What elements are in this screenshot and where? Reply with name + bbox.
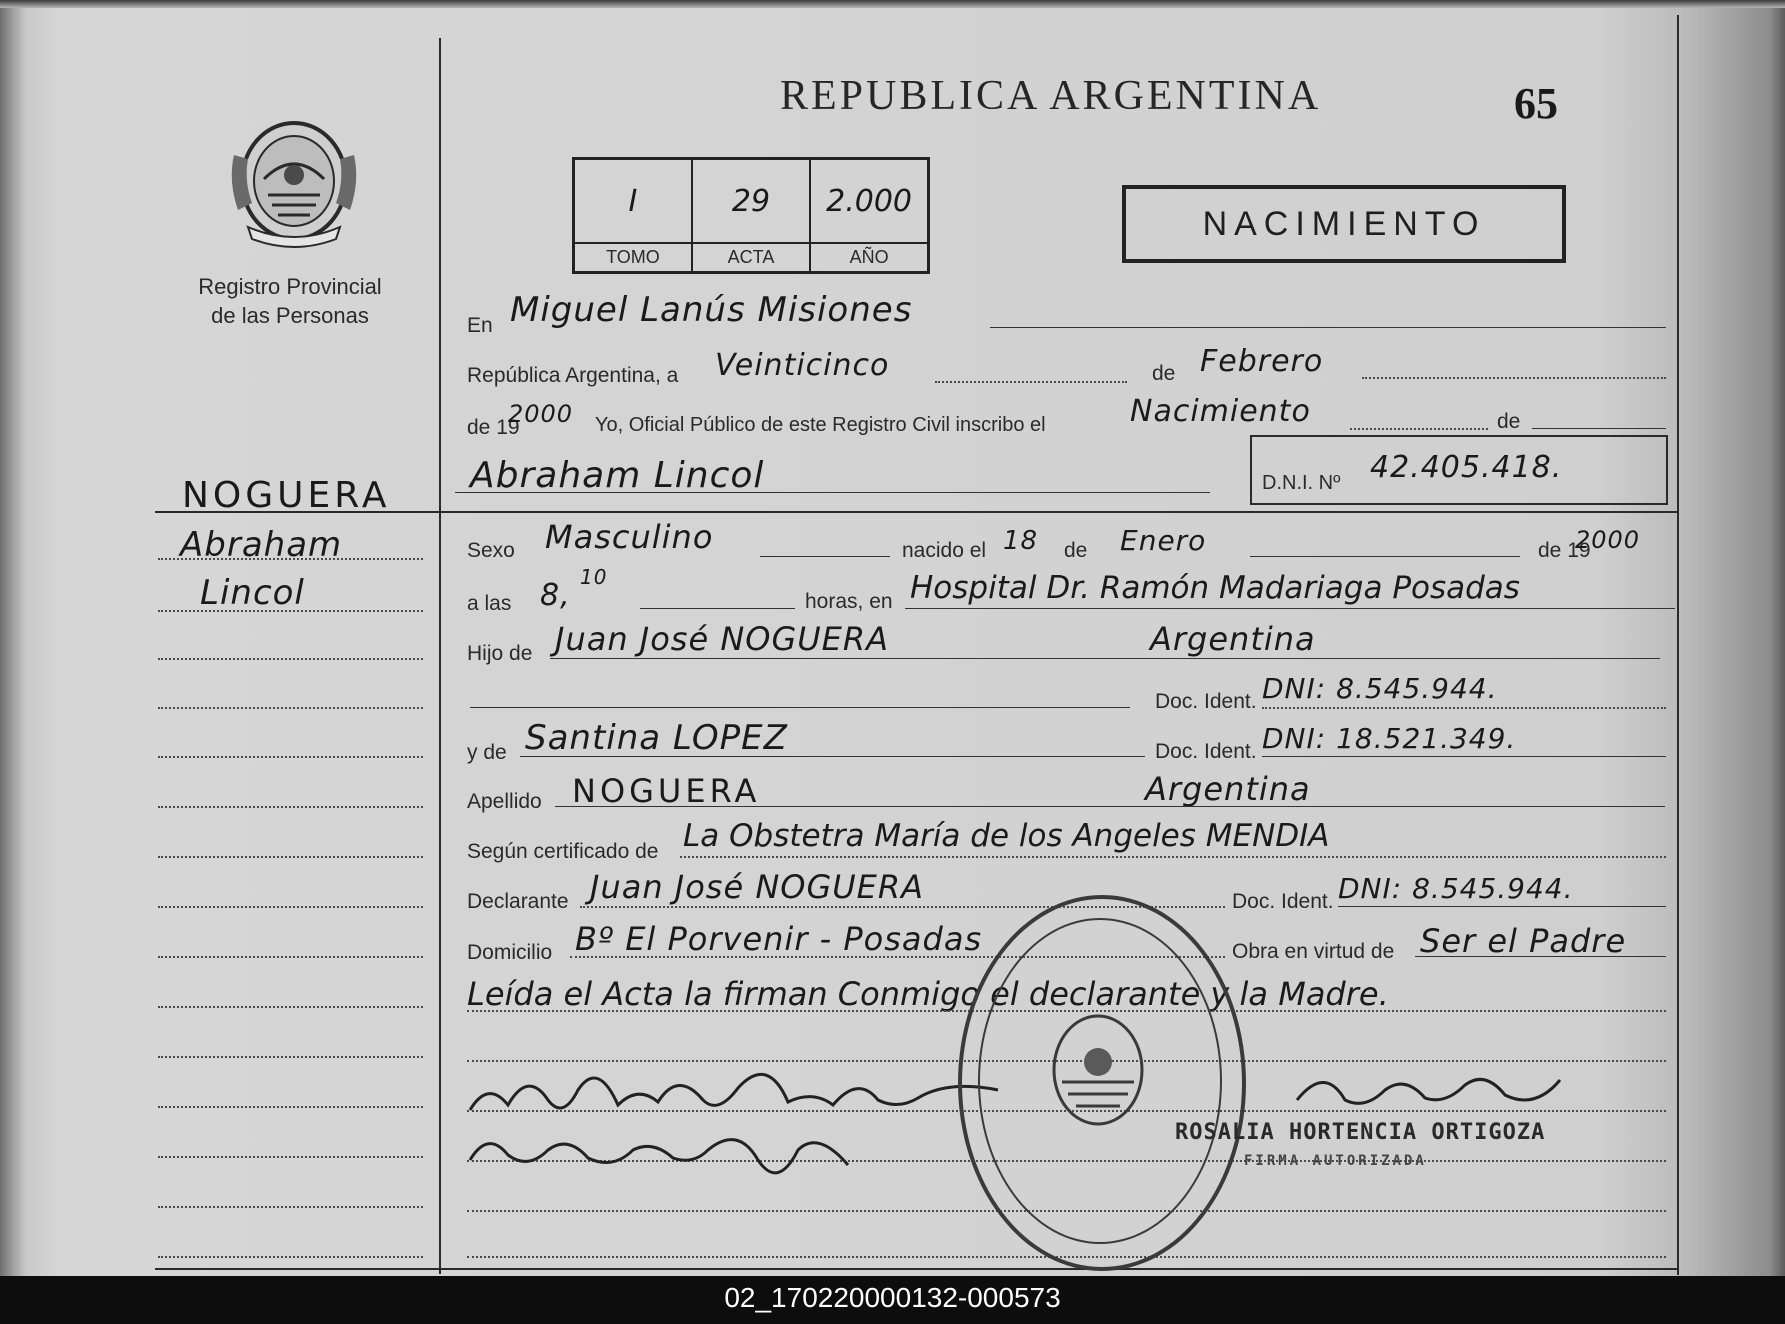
fill-line — [455, 492, 1210, 493]
label-dni: D.N.I. Nº — [1262, 472, 1341, 494]
fill-line — [520, 756, 1145, 757]
label-domicilio: Domicilio — [467, 941, 553, 964]
official-caption: FIRMA AUTORIZADA — [1244, 1153, 1427, 1169]
dni-value: 42.405.418. — [1370, 450, 1563, 485]
act-kind-value: Nacimiento — [1130, 394, 1311, 429]
tomo-label: TOMO — [574, 243, 692, 273]
margin-given-name-1: Abraham — [180, 525, 343, 565]
margin-line — [158, 707, 423, 709]
father-nationality-value: Argentina — [1150, 620, 1316, 658]
capacity-value: Ser el Padre — [1420, 922, 1627, 960]
declarant-signature — [468, 1050, 1008, 1130]
label-de-4: de 19 — [1538, 539, 1591, 562]
province-emblem-icon — [228, 115, 360, 250]
address-value: Bº El Porvenir - Posadas — [575, 920, 983, 958]
label-apellido: Apellido — [467, 790, 542, 813]
label-en: En — [467, 314, 493, 337]
day-value: Veinticinco — [715, 348, 890, 383]
label-hijo: Hijo de — [467, 642, 533, 665]
label-segun: Según certificado de — [467, 840, 659, 863]
margin-line — [158, 856, 423, 858]
hour-value: 8, — [540, 578, 571, 613]
acta-value: 29 — [692, 159, 810, 244]
margin-line — [158, 956, 423, 958]
margin-line — [158, 1156, 423, 1158]
margin-line — [158, 1256, 423, 1258]
birth-place-value: Hospital Dr. Ramón Madariaga Posadas — [910, 570, 1520, 606]
page-title: REPUBLICA ARGENTINA — [780, 73, 1322, 119]
fill-line — [555, 806, 1665, 807]
fill-line — [1262, 756, 1666, 757]
fill-line — [1262, 707, 1666, 709]
label-year-prefix: de 19 — [467, 416, 520, 439]
fill-line — [1532, 428, 1666, 429]
label-sexo: Sexo — [467, 539, 515, 562]
certifier-value: La Obstetra María de los Angeles MENDIA — [683, 818, 1330, 854]
right-page-border — [1677, 15, 1679, 1275]
seal-emblem-icon — [1048, 1010, 1148, 1130]
label-docident-2: Doc. Ident. — [1155, 740, 1257, 763]
image-code-footer: 02_170220000132-000573 — [0, 1276, 1785, 1324]
label-docident: Doc. Ident. — [1155, 690, 1257, 713]
declarant-doc-value: DNI: 8.545.944. — [1338, 872, 1574, 905]
fill-line — [640, 608, 795, 609]
page-number: 65 — [1514, 79, 1558, 128]
label-horas: horas, en — [805, 590, 893, 613]
fill-line — [1350, 428, 1488, 430]
label-de-2: de — [1497, 410, 1521, 433]
acta-label: ACTA — [692, 243, 810, 273]
fill-line — [550, 658, 1660, 659]
anio-value: 2.000 — [810, 159, 928, 244]
margin-line — [158, 1106, 423, 1108]
fill-line — [680, 856, 1666, 858]
child-name-value: Abraham Lincol — [470, 455, 765, 496]
fill-line — [990, 327, 1666, 328]
label-docident-3: Doc. Ident. — [1232, 890, 1334, 913]
fill-line — [1338, 906, 1666, 907]
fill-line — [905, 608, 1675, 609]
label-alas: a las — [467, 592, 512, 615]
tomo-value: I — [574, 159, 692, 244]
year-value: 2000 — [508, 400, 574, 428]
label-declarante: Declarante — [467, 890, 569, 913]
month-value: Febrero — [1200, 344, 1324, 379]
office-name — [180, 272, 400, 330]
minutes-value: 10 — [580, 565, 608, 589]
father-value: Juan José NOGUERA — [555, 620, 890, 658]
record-type-box: NACIMIENTO — [1122, 185, 1566, 263]
surname-value: NOGUERA — [572, 772, 761, 810]
margin-given-name-2: Lincol — [200, 573, 305, 613]
margin-line — [158, 756, 423, 758]
place-value: Miguel Lanús Misiones — [510, 290, 913, 330]
left-column-divider — [439, 38, 441, 1274]
fill-line — [760, 556, 890, 557]
volume-table — [572, 157, 930, 274]
label-de-3: de — [1064, 539, 1088, 562]
birth-day-value: 18 — [1003, 526, 1039, 556]
label-republica: República Argentina, a — [467, 364, 679, 387]
official-name: ROSALIA HORTENCIA ORTIGOZA — [1175, 1120, 1546, 1145]
margin-line — [158, 558, 423, 560]
official-signature — [1295, 1060, 1565, 1120]
office-name-line2: de las Personas — [211, 303, 369, 328]
margin-line — [158, 906, 423, 908]
label-obra: Obra en virtud de — [1232, 940, 1395, 963]
birth-month-value: Enero — [1120, 524, 1207, 557]
bottom-rule — [155, 1268, 1678, 1270]
mother-value: Santina LOPEZ — [525, 718, 788, 758]
margin-line — [158, 610, 423, 612]
margin-line — [158, 658, 423, 660]
closing-text: Leída el Acta la firman Conmigo el declarante y la Madre. — [467, 975, 1389, 1013]
fill-line — [470, 707, 1130, 708]
fill-line — [1362, 377, 1666, 379]
page-top-edge — [0, 0, 1785, 8]
margin-line — [158, 1006, 423, 1008]
sex-value: Masculino — [545, 518, 714, 556]
margin-line — [158, 1206, 423, 1208]
fill-line — [1415, 956, 1666, 957]
label-nacido: nacido el — [902, 539, 987, 562]
margin-line — [158, 1056, 423, 1058]
office-name-line1: Registro Provincial — [198, 274, 382, 299]
fill-line — [935, 381, 1127, 383]
mother-signature — [468, 1120, 868, 1200]
father-doc-value: DNI: 8.545.944. — [1262, 672, 1498, 705]
anio-label: AÑO — [810, 243, 928, 273]
label-yde: y de — [467, 741, 507, 764]
declarant-value: Juan José NOGUERA — [590, 868, 925, 906]
margin-surname: NOGUERA — [182, 475, 391, 516]
mother-nationality-value: Argentina — [1145, 770, 1311, 808]
label-de: de — [1152, 362, 1176, 385]
mother-doc-value: DNI: 18.521.349. — [1262, 722, 1517, 755]
label-oficial: Yo, Oficial Público de este Registro Civil inscribo el — [595, 414, 1046, 436]
fill-line — [1250, 556, 1520, 557]
margin-line — [158, 806, 423, 808]
birth-year-value: 2000 — [1575, 526, 1641, 554]
